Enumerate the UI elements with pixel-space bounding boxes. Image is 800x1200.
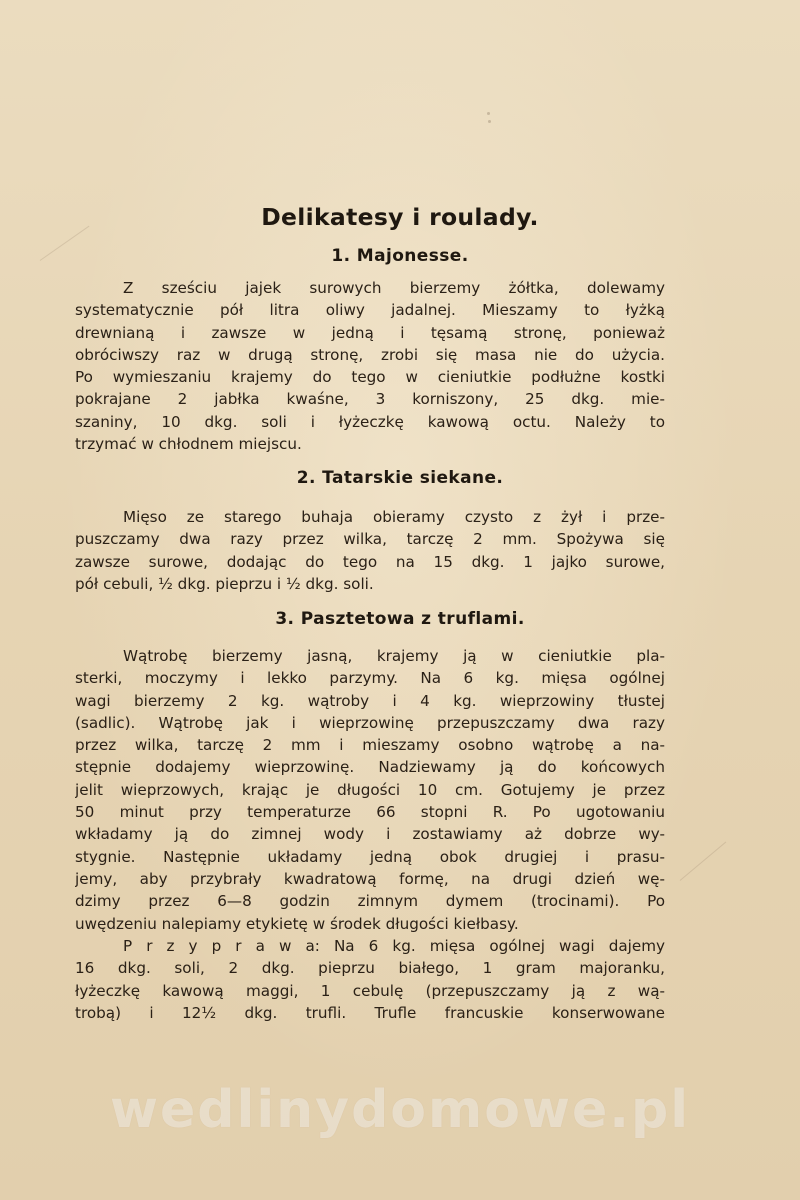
text-line: (sadlic). Wątrobę jak i wieprzowinę przepuszczamy dwa razy: [75, 713, 665, 732]
section-text-pasztetowa: [75, 645, 665, 935]
text-line: systematycznie pół litra oliwy jadalnej. Mieszamy to łyżką: [75, 301, 665, 320]
text-line: trobą) i 12½ dkg. trufli. Trufle francuskie konserwowane: [75, 1003, 665, 1022]
watermark: wedlinydomowe.pl: [109, 1080, 691, 1140]
section-text-przyprawa: [75, 935, 665, 1024]
text-line: jelit wieprzowych, krając je długości 10 cm. Gotujemy je przez: [75, 780, 665, 799]
section-heading-pasztetowa: 3. Pasztetowa z truflami.: [275, 609, 525, 629]
text-line: stępnie dodajemy wieprzowinę. Nadziewamy ją do końcowych: [75, 758, 665, 777]
text-line: 16 dkg. soli, 2 dkg. pieprzu białego, 1 gram majoranku,: [75, 959, 665, 978]
text-line: dzimy przez 6—8 godzin zimnym dymem (trocinami). Po: [75, 892, 665, 911]
text-line: obróciwszy raz w drugą stronę, zrobi się masa nie do użycia.: [75, 345, 665, 364]
text-line: Mięso ze starego buhaja obieramy czysto z żył i prze-: [123, 508, 665, 526]
text-line: puszczamy dwa razy przez wilka, tarczę 2 mm. Spożywa się: [75, 530, 665, 549]
faint-stamp-mark: [680, 842, 727, 881]
text-line: jemy, aby przybrały kwadratową formę, na drugi dzień wę-: [75, 869, 665, 888]
text-line: Po wymieszaniu krajemy do tego w cieniutkie podłużne kostki: [75, 368, 665, 387]
text-line: drewnianą i zawsze w jedną i tęsamą stronę, ponieważ: [75, 323, 665, 342]
section-heading-majonesse: 1. Majonesse.: [331, 246, 469, 266]
text-line: Wątrobę bierzemy jasną, krajemy ją w cieniutkie pla-: [123, 647, 665, 665]
text-line: sterki, moczymy i lekko parzymy. Na 6 kg. mięsa ogólnej: [75, 669, 665, 688]
page-title: Delikatesy i roulady.: [261, 203, 539, 231]
text-line: łyżeczkę kawową maggi, 1 cebulę (przepuszczamy ją z wą-: [75, 981, 665, 1000]
text-line: wagi bierzemy 2 kg. wątroby i 4 kg. wieprzowiny tłustej: [75, 691, 665, 710]
section-text-tatarskie: [75, 506, 665, 595]
text-line: uwędzeniu nalepiamy etykietę w środek długości kiełbasy.: [75, 914, 519, 933]
paper-speck: [487, 112, 490, 115]
text-line: trzymać w chłodnem miejscu.: [75, 435, 302, 454]
text-line: przez wilka, tarczę 2 mm i mieszamy osobno wątrobę a na-: [75, 736, 665, 755]
section-heading-tatarskie: 2. Tatarskie siekane.: [296, 468, 504, 488]
text-line: P r z y p r a w a: Na 6 kg. mięsa ogólnej wagi dajemy: [123, 937, 665, 955]
text-line: 50 minut przy temperaturze 66 stopni R. Po ugotowaniu: [75, 803, 665, 822]
text-line: wkładamy ją do zimnej wody i zostawiamy aż dobrze wy-: [75, 825, 665, 844]
text-line: stygnie. Następnie układamy jedną obok drugiej i prasu-: [75, 847, 665, 866]
text-line: szaniny, 10 dkg. soli i łyżeczkę kawową octu. Należy to: [75, 412, 665, 431]
text-line: zawsze surowe, dodając do tego na 15 dkg. 1 jajko surowe,: [75, 552, 665, 571]
text-line: pokrajane 2 jabłka kwaśne, 3 korniszony, 25 dkg. mie-: [75, 390, 665, 409]
text-line: Z sześciu jajek surowych bierzemy żółtka, dolewamy: [123, 279, 665, 297]
paper-speck: [488, 120, 491, 123]
text-line: pół cebuli, ½ dkg. pieprzu i ½ dkg. soli.: [75, 574, 374, 593]
section-text-majonesse: [75, 277, 665, 455]
